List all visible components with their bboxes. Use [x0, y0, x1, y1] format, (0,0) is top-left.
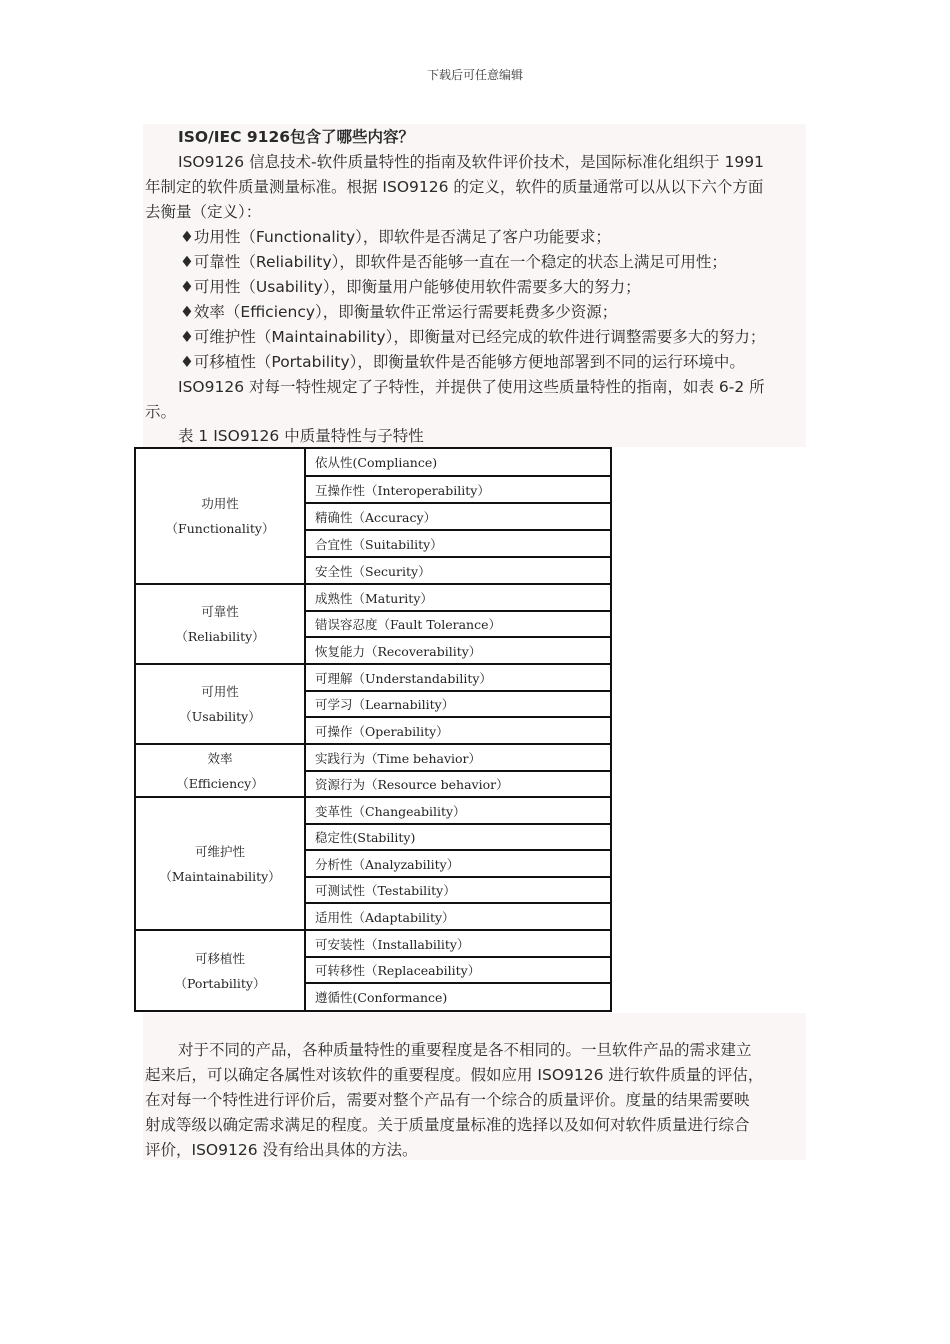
category-name-en: （Maintainability）: [159, 868, 281, 884]
subcharacteristic-cell: 精确性（Accuracy）: [306, 504, 610, 531]
bullet-item: ♦功用性（Functionality），即软件是否满足了客户功能要求；: [180, 228, 611, 246]
category-name-cn: 可移植性: [194, 950, 245, 966]
subcharacteristic-cell: 稳定性(Stability): [306, 825, 610, 851]
subcharacteristic-cell: 依从性(Compliance): [306, 449, 610, 477]
bottom-text-block: [143, 1013, 806, 1160]
category-cell: [136, 931, 306, 1010]
bullet-item: ♦可维护性（Maintainability），即衡量对已经完成的软件进行调整需要多大的努力；: [180, 328, 766, 346]
page-header: 下载后可任意编辑: [426, 68, 523, 82]
category-name-en: （Usability）: [179, 709, 261, 724]
subcharacteristic-cell: 错误容忍度（Fault Tolerance）: [306, 612, 610, 638]
quality-characteristics-table: [134, 447, 612, 1012]
category-name-en: （Functionality）: [165, 521, 275, 536]
subcharacteristic-cell: 可学习（Learnability）: [306, 692, 610, 718]
category-name-cn: 效率: [207, 750, 233, 766]
bullet-item: ♦效率（Efficiency），即衡量软件正常运行需要耗费多少资源；: [180, 303, 618, 321]
subcharacteristic-cell: 变革性（Changeability）: [306, 798, 610, 825]
category-name-cn: 可维护性: [194, 843, 245, 859]
category-cell: [136, 665, 306, 745]
subcharacteristic-cell: 可理解（Understandability）: [306, 665, 610, 692]
bullet-item: ♦可移植性（Portability），即衡量软件是否能够方便地部署到不同的运行环境中。: [180, 353, 745, 371]
category-cell: [136, 449, 306, 585]
paragraph-line: 在对每一个特性进行评价后，需要对整个产品有一个综合的质量评价。度量的结果需要映: [145, 1091, 750, 1109]
category-cell: [136, 798, 306, 931]
category-cell: [136, 745, 306, 798]
paragraph-line: 起来后，可以确定各属性对该软件的重要程度。假如应用 ISO9126 进行软件质量的评估，: [145, 1066, 764, 1084]
section-heading: ISO/IEC 9126包含了哪些内容？: [178, 128, 415, 146]
subcharacteristic-cell: 实践行为（Time behavior）: [306, 745, 610, 772]
category-name-cn: 可靠性: [201, 604, 239, 619]
paragraph-line: 对于不同的产品，各种质量特性的重要程度是各不相同的。一旦软件产品的需求建立: [178, 1041, 752, 1059]
subcharacteristic-cell: 资源行为（Resource behavior）: [306, 772, 610, 798]
bullet-item: ♦可靠性（Reliability），即软件是否能够一直在一个稳定的状态上满足可用性；: [180, 253, 727, 271]
category-name-en: （Efficiency）: [176, 775, 264, 791]
subcharacteristic-cell: 安全性（Security）: [306, 558, 610, 585]
paragraph-line: ISO9126 对每一特性规定了子特性，并提供了使用这些质量特性的指南，如表 6-2 所: [178, 378, 765, 396]
subcharacteristic-cell: 成熟性（Maturity）: [306, 585, 610, 612]
paragraph-line: 评价，ISO9126 没有给出具体的方法。: [145, 1141, 418, 1159]
subcharacteristic-cell: 互操作性（Interoperability）: [306, 477, 610, 504]
paragraph-line: 射成等级以确定需求满足的程度。关于质量度量标准的选择以及如何对软件质量进行综合: [145, 1116, 750, 1134]
subcharacteristic-cell: 遵循性(Conformance): [315, 990, 448, 1005]
subcharacteristic-cell: 可测试性（Testability）: [306, 878, 610, 904]
subcharacteristic-cell: 适用性（Adaptability）: [306, 904, 610, 931]
intro-line: ISO9126 信息技术-软件质量特性的指南及软件评价技术，是国际标准化组织于 1991: [178, 153, 764, 171]
category-name-cn: 可用性: [201, 684, 239, 699]
intro-line: 去衡量（定义）：: [145, 203, 262, 221]
table-caption: 表 1 ISO9126 中质量特性与子特性: [178, 427, 424, 445]
subcharacteristic-cell: 可操作（Operability）: [306, 718, 610, 745]
category-name-en: （Reliability）: [175, 629, 265, 644]
subcharacteristic-cell: 可转移性（Replaceability）: [306, 958, 610, 984]
category-cell: [136, 585, 306, 665]
intro-line: 年制定的软件质量测量标准。根据 ISO9126 的定义，软件的质量通常可以从以下六个方面: [145, 178, 764, 196]
category-name-en: （Portability）: [174, 975, 266, 991]
subcharacteristic-cell: 合宜性（Suitability）: [306, 531, 610, 558]
subcharacteristic-cell: 恢复能力（Recoverability）: [306, 638, 610, 665]
category-name-cn: 功用性: [201, 496, 239, 511]
subcharacteristic-cell: 分析性（Analyzability）: [306, 851, 610, 878]
paragraph-line: 示。: [145, 403, 177, 421]
subcharacteristic-cell: 可安装性（Installability）: [306, 931, 610, 958]
bullet-item: ♦可用性（Usability），即衡量用户能够使用软件需要多大的努力；: [180, 278, 641, 296]
